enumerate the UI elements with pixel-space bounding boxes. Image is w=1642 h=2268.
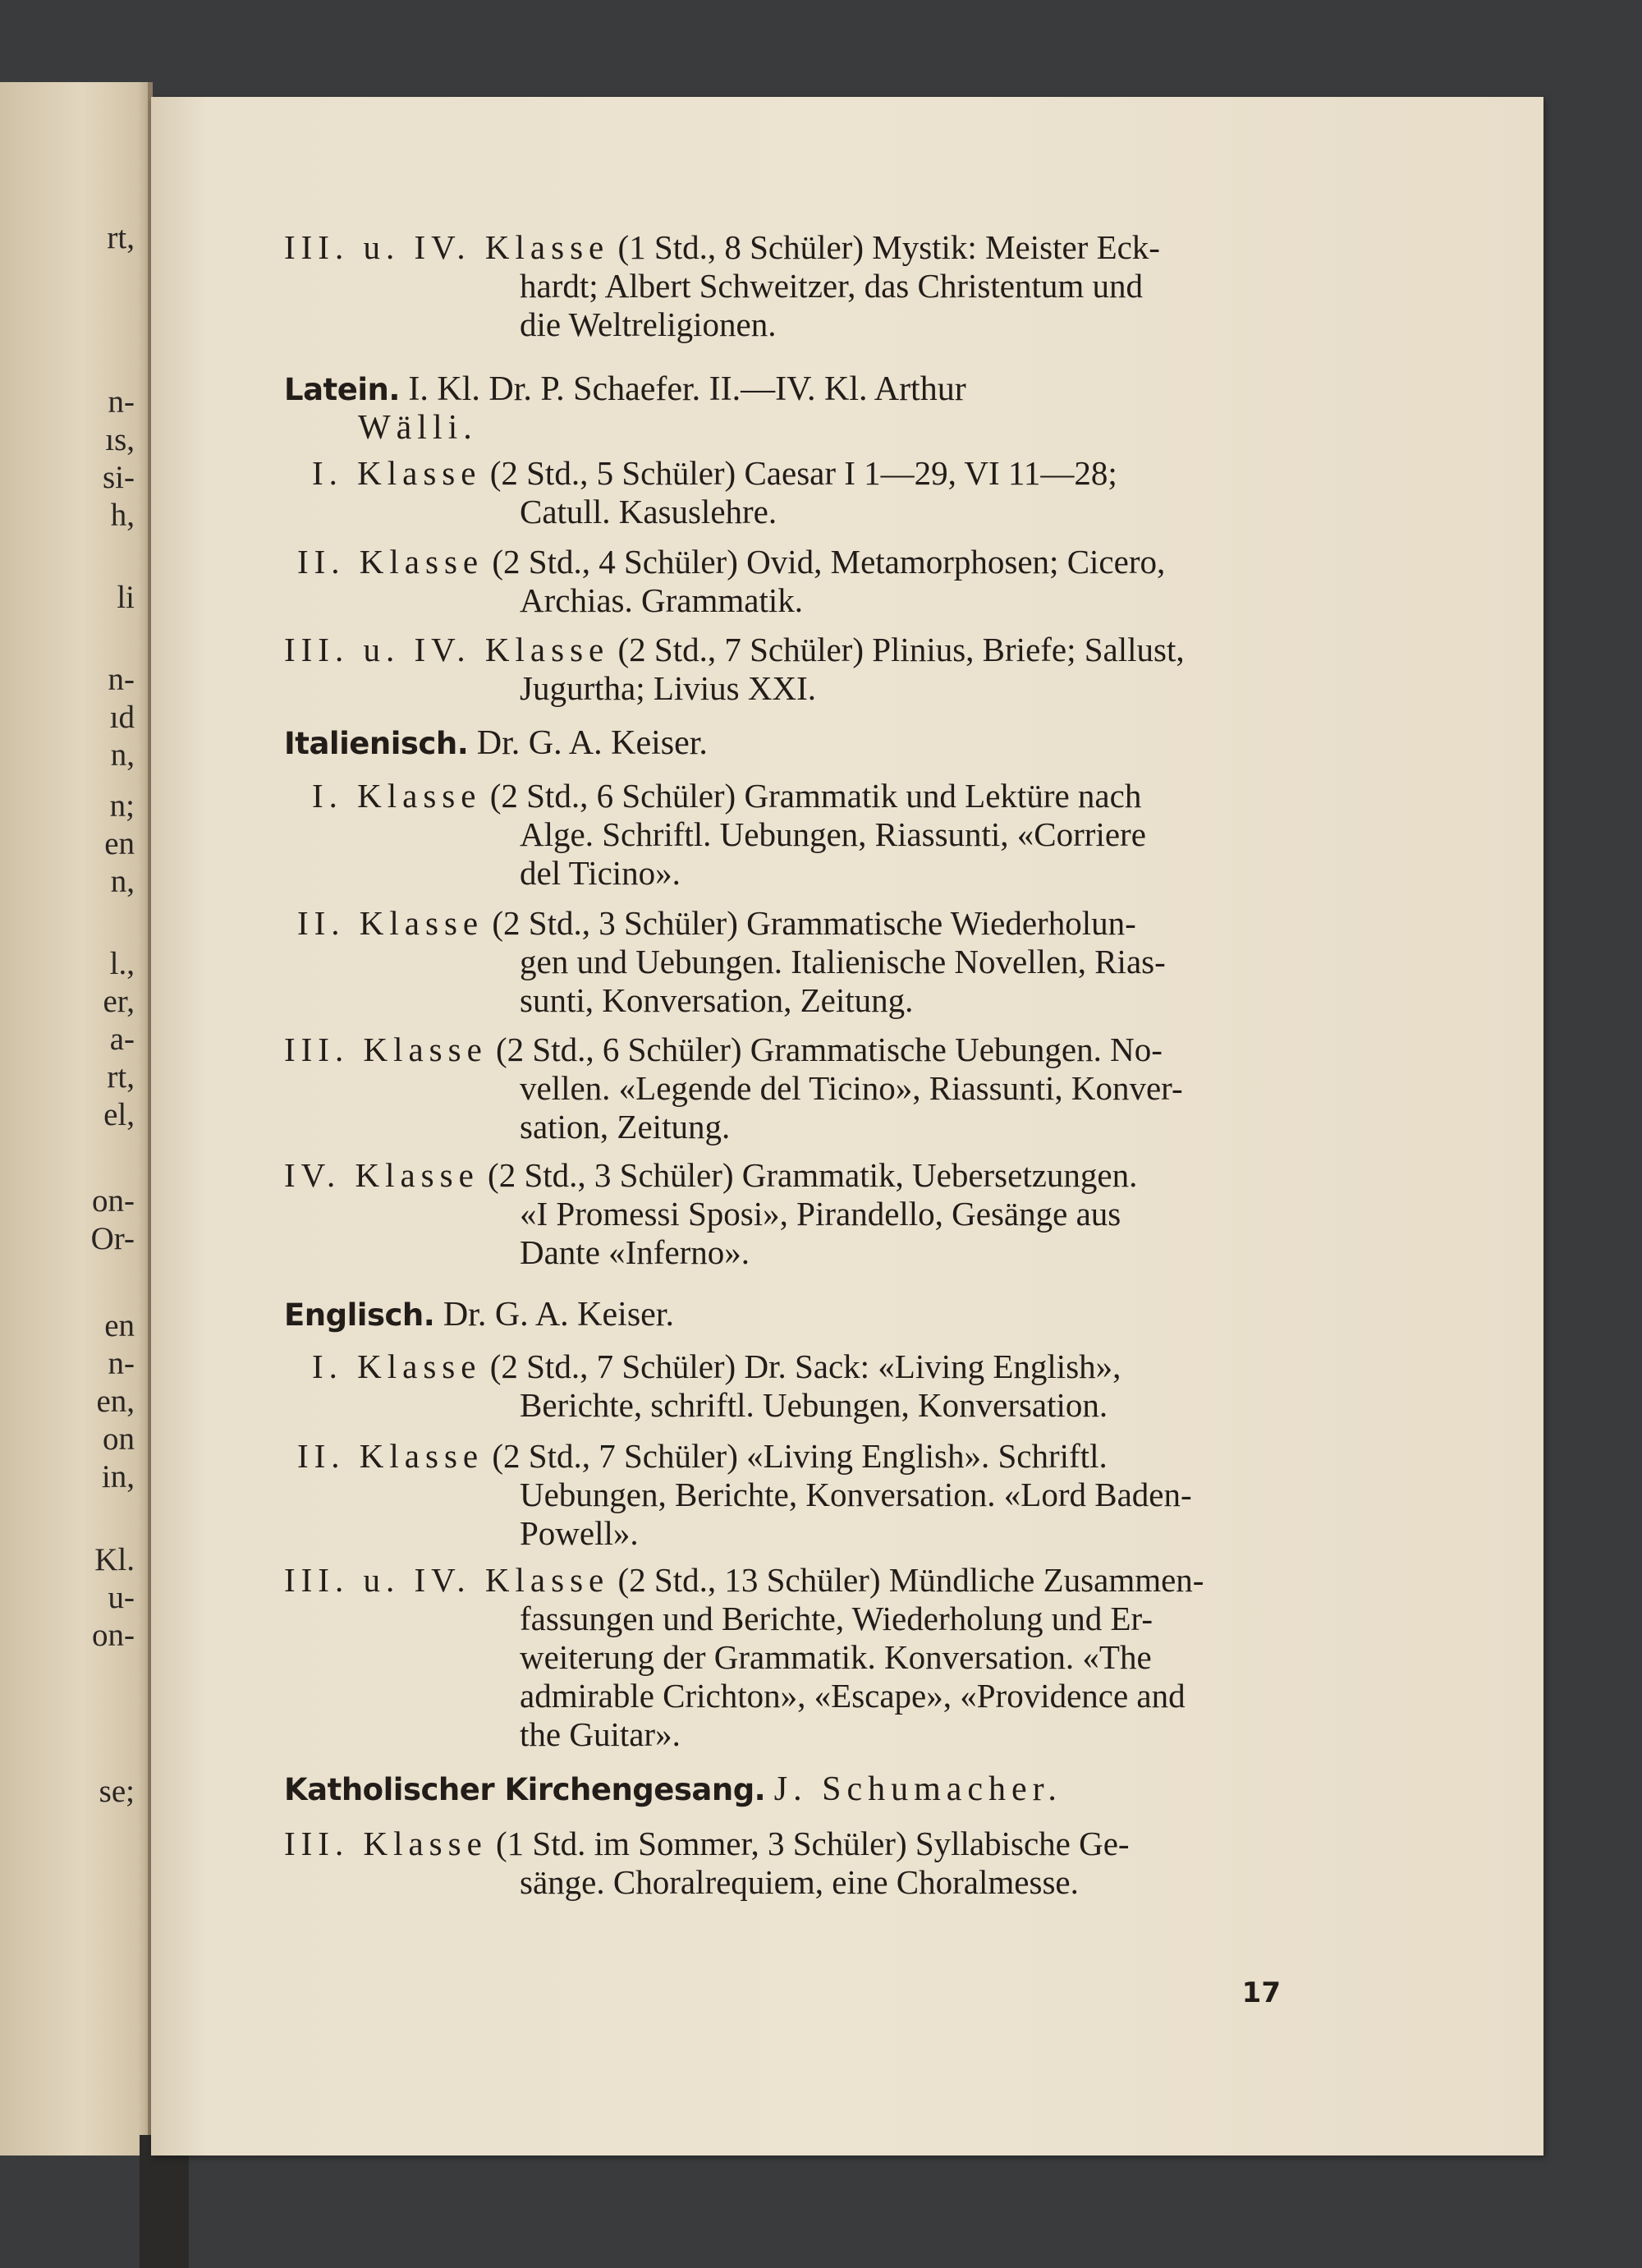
right-page: [151, 97, 1543, 2156]
entry-line: Catull. Kasuslehre.: [520, 493, 777, 530]
entry-line: (2 Std., 7 Schüler) Dr. Sack: «Living English»,: [489, 1347, 1121, 1385]
left-fragment: l.,: [109, 946, 135, 981]
class-entry: [284, 1561, 1433, 1754]
class-label: II. Klasse: [297, 1437, 484, 1475]
teacher-name: I. Kl. Dr. P. Schaefer. II.—IV. Kl. Arthur: [408, 370, 966, 408]
left-fragment: en,: [96, 1384, 135, 1419]
entry-line: (2 Std., 6 Schüler) Grammatik und Lektüre nach: [489, 777, 1142, 815]
entry-line: (2 Std., 5 Schüler) Caesar I 1—29, VI 11—28;: [489, 454, 1117, 492]
class-entry: [284, 228, 1433, 344]
left-fragment: rt,: [107, 220, 135, 255]
teacher-name: Dr. G. A. Keiser.: [476, 724, 708, 762]
class-entry: [284, 1156, 1433, 1272]
teacher-name: Wälli.: [358, 409, 478, 447]
class-entry: [312, 1347, 1461, 1425]
entry-line: (1 Std. im Sommer, 3 Schüler) Syllabische Ge-: [496, 1825, 1130, 1862]
page-number: 17: [1241, 1976, 1281, 2009]
entry-line: Jugurtha; Livius XXI.: [520, 669, 816, 707]
entry-line: gen und Uebungen. Italienische Novellen, Rias-: [520, 943, 1166, 980]
entry-line: del Ticino».: [520, 854, 681, 892]
subject-title: Latein.: [284, 372, 400, 407]
subject-heading: [284, 724, 1433, 763]
left-fragment: ıd: [109, 700, 135, 735]
left-fragment: n;: [109, 788, 135, 824]
class-label: II. Klasse: [297, 543, 484, 581]
left-fragment: on-: [92, 1183, 135, 1219]
entry-line: (1 Std., 8 Schüler) Mystik: Meister Eck-: [617, 228, 1160, 266]
entry-line: sänge. Choralrequiem, eine Choralmesse.: [520, 1863, 1079, 1901]
entry-line: sation, Zeitung.: [520, 1108, 731, 1145]
class-entry: [297, 1437, 1447, 1553]
entry-line: «I Promessi Sposi», Pirandello, Gesänge aus: [520, 1195, 1121, 1233]
subject-heading: [284, 1296, 1433, 1334]
entry-line: (2 Std., 3 Schüler) Grammatik, Uebersetzungen.: [488, 1156, 1138, 1194]
entry-line: fassungen und Berichte, Wiederholung und Er-: [520, 1600, 1154, 1637]
left-fragment: n-: [108, 662, 135, 697]
entry-line: vellen. «Legende del Ticino», Riassunti, Konver-: [520, 1069, 1183, 1107]
entry-line: the Guitar».: [520, 1715, 681, 1753]
left-fragment: er,: [103, 984, 135, 1019]
entry-line: sunti, Konversation, Zeitung.: [520, 981, 914, 1019]
entry-line: Powell».: [520, 1514, 639, 1552]
class-entry: [284, 1031, 1433, 1146]
left-fragment: u-: [108, 1580, 135, 1615]
entry-line: (2 Std., 6 Schüler) Grammatische Uebungen. No-: [496, 1031, 1163, 1068]
left-fragment: ıs,: [105, 422, 135, 457]
entry-line: (2 Std., 7 Schüler) «Living English». Schriftl.: [492, 1437, 1108, 1475]
left-fragment: h,: [110, 498, 135, 533]
class-label: I. Klasse: [312, 454, 482, 492]
subject-title: Katholischer Kirchengesang.: [284, 1772, 766, 1807]
class-entry: [312, 454, 1461, 531]
left-fragment: Kl.: [94, 1542, 135, 1577]
left-fragment: in,: [101, 1459, 135, 1494]
subject-heading: [284, 370, 1433, 448]
left-fragment: on-: [92, 1618, 135, 1653]
class-label: III. u. IV. Klasse: [284, 228, 610, 266]
left-page: [0, 82, 149, 2156]
class-entry: [297, 904, 1447, 1020]
teacher-name: Dr. G. A. Keiser.: [443, 1296, 674, 1334]
entry-line: (2 Std., 13 Schüler) Mündliche Zusammen-: [617, 1561, 1204, 1599]
class-label: III. Klasse: [284, 1825, 488, 1862]
class-label: I. Klasse: [312, 777, 482, 815]
entry-line: Uebungen, Berichte, Konversation. «Lord Baden-: [520, 1476, 1192, 1513]
class-label: I. Klasse: [312, 1347, 482, 1385]
left-fragment: si-: [103, 460, 135, 495]
entry-line: Dante «Inferno».: [520, 1233, 750, 1271]
entry-line: Archias. Grammatik.: [520, 581, 803, 619]
class-entry: [284, 631, 1433, 708]
class-label: III. u. IV. Klasse: [284, 631, 610, 668]
left-fragment: on: [103, 1421, 135, 1457]
left-fragment: n-: [108, 384, 135, 420]
left-fragment: el,: [103, 1097, 135, 1132]
left-fragment: a-: [109, 1022, 135, 1057]
left-fragment: se;: [99, 1774, 135, 1809]
left-fragment: Or-: [90, 1221, 135, 1256]
entry-line: die Weltreligionen.: [520, 305, 777, 343]
left-fragment: li: [117, 580, 135, 615]
class-label: III. Klasse: [284, 1031, 488, 1068]
entry-line: weiterung der Grammatik. Konversation. «The: [520, 1638, 1152, 1676]
subject-title: Englisch.: [284, 1297, 435, 1333]
class-label: II. Klasse: [297, 904, 484, 942]
entry-line: hardt; Albert Schweitzer, das Christentum und: [520, 267, 1143, 305]
subject-title: Italienisch.: [284, 726, 469, 761]
class-entry: [284, 1825, 1433, 1902]
teacher-name: J. Schumacher.: [773, 1770, 1062, 1808]
left-fragment: en: [104, 1308, 135, 1343]
left-fragment: rt,: [107, 1059, 135, 1095]
entry-line: admirable Crichton», «Escape», «Providence and: [520, 1677, 1186, 1715]
entry-line: Alge. Schriftl. Uebungen, Riassunti, «Corriere: [520, 815, 1146, 853]
left-fragment: n-: [108, 1346, 135, 1381]
entry-line: Berichte, schriftl. Uebungen, Konversation.: [520, 1386, 1108, 1424]
class-label: IV. Klasse: [284, 1156, 479, 1194]
left-fragment: en: [104, 826, 135, 861]
entry-line: (2 Std., 3 Schüler) Grammatische Wiederholun-: [492, 904, 1136, 942]
left-fragment: n,: [110, 737, 135, 773]
left-fragment: n,: [110, 864, 135, 899]
class-entry: [297, 543, 1447, 620]
entry-line: (2 Std., 7 Schüler) Plinius, Briefe; Sallust,: [617, 631, 1185, 668]
subject-heading: [284, 1770, 1433, 1809]
class-label: III. u. IV. Klasse: [284, 1561, 610, 1599]
class-entry: [312, 777, 1461, 893]
entry-line: (2 Std., 4 Schüler) Ovid, Metamorphosen; Cicero,: [492, 543, 1166, 581]
